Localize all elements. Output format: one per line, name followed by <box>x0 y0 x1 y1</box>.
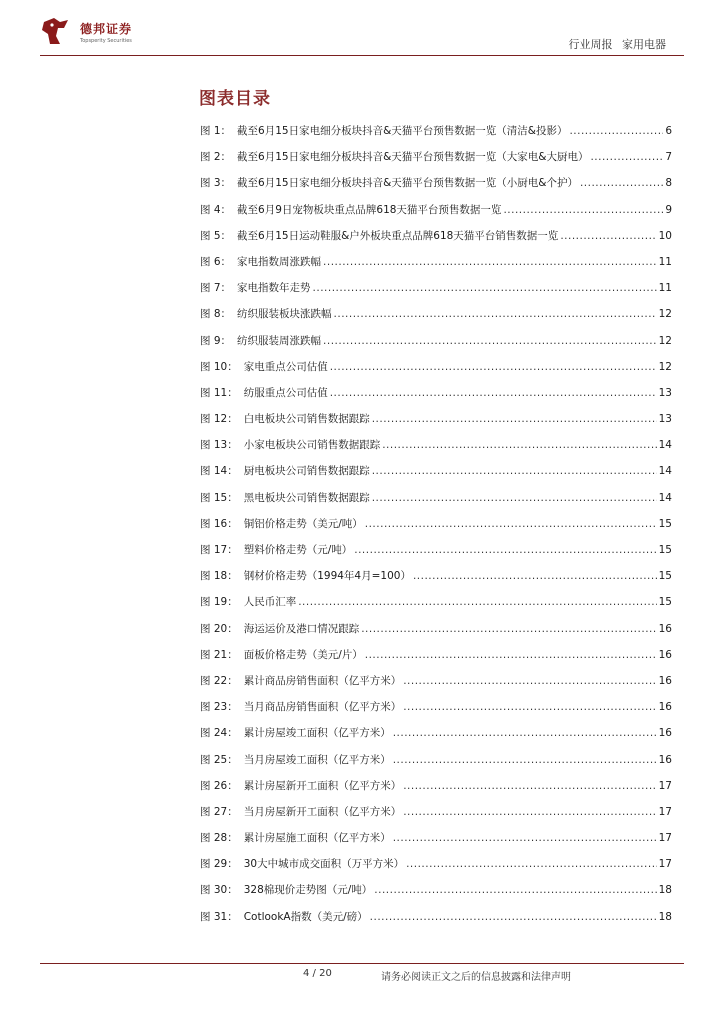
toc-entry-colon: ： <box>227 753 238 766</box>
toc-entry-leader <box>590 150 663 164</box>
toc-entry[interactable] <box>200 543 672 569</box>
toc-entry-title: 当月商品房销售面积（亿平方米） <box>243 701 402 714</box>
toc-entry-title: 累计房屋施工面积（亿平方米） <box>243 832 391 845</box>
toc-entry-leader <box>503 203 663 217</box>
toc-entry-leader <box>372 464 657 478</box>
toc-entry-title: 当月房屋竣工面积（亿平方米） <box>243 753 391 766</box>
toc-entry-title: 面板价格走势（美元/片） <box>243 648 363 661</box>
toc-entry-page: 16 <box>658 674 672 687</box>
toc-entry[interactable] <box>200 857 672 883</box>
toc-entry-leader <box>560 229 656 243</box>
toc-entry[interactable] <box>200 360 672 386</box>
toc-entry[interactable] <box>200 674 672 700</box>
toc-entry-colon: ： <box>227 386 238 399</box>
toc-entry-colon: ： <box>227 570 238 583</box>
toc-entry-leader <box>354 543 656 557</box>
toc-entry-leader <box>374 883 656 897</box>
toc-entry-title: 小家电板块公司销售数据跟踪 <box>243 439 381 452</box>
toc-entry-colon: ： <box>220 334 232 347</box>
toc-entry-leader <box>569 124 663 138</box>
toc-entry-page: 17 <box>658 832 672 845</box>
toc-entry-leader <box>334 307 657 321</box>
toc-entry-page: 9 <box>665 203 672 216</box>
toc-entry-title: 纺织服装板块涨跌幅 <box>237 308 332 321</box>
toc-entry-label: 图 6 <box>200 255 221 268</box>
toc-entry-label: 图 21 <box>200 648 228 661</box>
toc-entry-label: 图 2 <box>200 151 221 164</box>
toc-entry-label: 图 5 <box>200 229 221 242</box>
toc-entry-leader <box>330 360 657 374</box>
toc-entry-title: 当月房屋新开工面积（亿平方米） <box>243 805 402 818</box>
toc-entry-colon: ： <box>220 308 232 321</box>
toc-entry[interactable] <box>200 438 672 464</box>
toc-entry-colon: ： <box>227 832 238 845</box>
toc-title: 图表目录 <box>199 89 271 109</box>
toc-entry-title: 人民币汇率 <box>243 596 297 609</box>
toc-entry-page: 16 <box>658 622 672 635</box>
toc-entry-title: 家电重点公司估值 <box>243 360 328 373</box>
toc-entry-leader <box>372 412 657 426</box>
toc-entry-leader <box>365 648 657 662</box>
toc-entry-title: 家电指数年走势 <box>237 282 311 295</box>
toc-entry-title: 铜铝价格走势（美元/吨） <box>243 517 363 530</box>
toc-entry[interactable] <box>200 203 672 229</box>
toc-entry-page: 12 <box>658 334 672 347</box>
toc-entry-label: 图 27 <box>200 805 228 818</box>
toc-entry-title: 白电板块公司销售数据跟踪 <box>243 413 370 426</box>
toc-entry-page: 11 <box>658 255 672 268</box>
toc-entry[interactable] <box>200 229 672 255</box>
company-name-en: Topsperity Securities <box>80 38 132 44</box>
toc-entry-page: 15 <box>658 517 672 530</box>
toc-entry-title: 328棉现价走势图（元/吨） <box>243 884 373 897</box>
toc-entry-colon: ： <box>227 465 238 478</box>
page-number: 4 / 20 <box>303 968 332 979</box>
toc-entry-leader <box>403 700 656 714</box>
toc-entry-page: 15 <box>658 570 672 583</box>
toc-entry-label: 图 15 <box>200 491 228 504</box>
toc-entry-colon: ： <box>227 701 238 714</box>
toc-entry-label: 图 23 <box>200 701 228 714</box>
toc-entry-title: 厨电板块公司销售数据跟踪 <box>243 465 370 478</box>
toc-entry-leader <box>361 622 656 636</box>
toc-entry-colon: ： <box>227 491 238 504</box>
toc-entry-leader <box>313 281 657 295</box>
toc-entry-colon: ： <box>227 910 238 923</box>
toc-entry-colon: ： <box>227 517 238 530</box>
toc-entry[interactable] <box>200 124 672 150</box>
toc-entry-page: 16 <box>658 727 672 740</box>
toc-entry-page: 17 <box>658 779 672 792</box>
toc-entry-label: 图 4 <box>200 203 221 216</box>
report-sector: 家用电器 <box>622 38 666 51</box>
toc-entry[interactable] <box>200 281 672 307</box>
toc-entry-title: 截至6月15日运动鞋服&户外板块重点品牌618天猫平台销售数据一览 <box>237 229 559 242</box>
toc-entry-label: 图 10 <box>200 360 228 373</box>
toc-entry-title: 塑料价格走势（元/吨） <box>243 544 353 556</box>
toc-entry-title: 截至6月15日家电细分板块抖音&天猫平台预售数据一览（大家电&大厨电） <box>237 151 589 164</box>
toc-entry-title: 30大中城市成交面积（万平方米） <box>243 858 405 871</box>
toc-entry-page: 16 <box>658 753 672 766</box>
toc-entry[interactable] <box>200 386 672 412</box>
toc-entry-title: 截至6月15日家电细分板块抖音&天猫平台预售数据一览（清洁&投影） <box>237 125 568 137</box>
toc-entry-colon: ： <box>220 255 232 268</box>
toc-entry-title: 累计商品房销售面积（亿平方米） <box>243 674 402 687</box>
toc-entry-page: 8 <box>665 177 672 190</box>
toc-entry-colon: ： <box>227 674 238 687</box>
header-divider <box>40 55 684 56</box>
report-type: 行业周报 <box>568 38 613 51</box>
toc-entry-label: 图 20 <box>200 622 228 635</box>
toc-entry-page: 18 <box>658 910 672 923</box>
toc-entry-colon: ： <box>227 622 238 635</box>
toc-entry-page: 16 <box>658 701 672 714</box>
toc-entry[interactable] <box>200 412 672 438</box>
toc-entry-title: 钢材价格走势（1994年4月=100） <box>243 570 411 583</box>
toc-entry-label: 图 9 <box>200 334 221 347</box>
toc-entry-label: 图 11 <box>200 386 228 399</box>
toc-entry-label: 图 26 <box>200 779 228 792</box>
toc-entry-colon: ： <box>227 544 238 556</box>
toc-entry-title: 累计房屋新开工面积（亿平方米） <box>243 779 402 792</box>
toc-entry-title: 海运运价及港口情况跟踪 <box>243 622 360 635</box>
toc-entry-leader <box>403 805 656 819</box>
toc-entry-leader <box>406 857 657 871</box>
toc-entry-colon: ： <box>220 125 232 137</box>
toc-entry-label: 图 31 <box>200 910 228 923</box>
toc-entry-label: 图 19 <box>200 596 228 609</box>
toc-entry-colon: ： <box>227 413 238 426</box>
toc-entry-colon: ： <box>227 596 238 609</box>
toc-entry-label: 图 12 <box>200 413 228 426</box>
toc-entry-page: 15 <box>658 544 672 556</box>
toc-entry-label: 图 16 <box>200 517 228 530</box>
toc-entry-leader <box>365 517 657 531</box>
toc-entry-page: 10 <box>658 229 672 242</box>
toc-entry[interactable] <box>200 255 672 281</box>
toc-entry[interactable] <box>200 464 672 490</box>
toc-entry[interactable] <box>200 779 672 805</box>
toc-entry[interactable] <box>200 831 672 857</box>
toc-entry-page: 14 <box>658 491 672 504</box>
company-logo-icon <box>40 16 72 46</box>
toc-entry-label: 图 17 <box>200 544 228 556</box>
toc-entry-label: 图 25 <box>200 753 228 766</box>
toc-entry-label: 图 29 <box>200 858 228 871</box>
toc-entry-page: 18 <box>658 884 672 897</box>
toc-entry-label: 图 13 <box>200 439 228 452</box>
toc-entry-colon: ： <box>227 779 238 792</box>
toc-entry[interactable] <box>200 307 672 333</box>
toc-entry[interactable] <box>200 883 672 909</box>
toc-entry-page: 12 <box>658 308 672 321</box>
toc-entry-label: 图 3 <box>200 177 221 190</box>
toc-entry-label: 图 18 <box>200 570 228 583</box>
toc-entry[interactable] <box>200 334 672 360</box>
legal-notice: 请务必阅读正文之后的信息披露和法律声明 <box>381 972 571 983</box>
toc-entry-page: 11 <box>658 282 672 295</box>
toc-entry-page: 16 <box>658 648 672 661</box>
toc-entry-leader <box>382 438 656 452</box>
toc-entry-label: 图 8 <box>200 308 221 321</box>
toc-entry-page: 12 <box>658 360 672 373</box>
toc-entry[interactable] <box>200 700 672 726</box>
toc-entry-colon: ： <box>227 439 238 452</box>
toc-entry[interactable] <box>200 726 672 752</box>
toc-entry-page: 13 <box>658 413 672 426</box>
toc-entry-label: 图 7 <box>200 282 221 295</box>
toc-entry-colon: ： <box>220 151 232 164</box>
toc-entry-label: 图 28 <box>200 832 228 845</box>
toc-entry-page: 15 <box>658 596 672 609</box>
toc-entry-leader <box>393 726 657 740</box>
toc-entry[interactable] <box>200 910 672 936</box>
toc-entry-label: 图 22 <box>200 674 228 687</box>
toc-entry-colon: ： <box>227 648 238 661</box>
toc-entry[interactable] <box>200 176 672 202</box>
toc-entry-page: 13 <box>658 386 672 399</box>
report-category <box>563 36 667 52</box>
toc-entry-label: 图 24 <box>200 727 228 740</box>
toc-entry-leader <box>413 569 657 583</box>
toc-entry-page: 17 <box>658 858 672 871</box>
toc-entry[interactable] <box>200 595 672 621</box>
footer-divider <box>40 963 684 964</box>
toc-entry-title: 纺服重点公司估值 <box>243 386 328 399</box>
toc-entry-title: 截至6月9日宠物板块重点品牌618天猫平台预售数据一览 <box>237 203 502 216</box>
toc-entry[interactable] <box>200 517 672 543</box>
toc-entry-page: 7 <box>665 151 672 164</box>
toc-entry-leader <box>323 334 657 348</box>
toc-entry-label: 图 1 <box>200 125 221 137</box>
toc-entry-title: 黑电板块公司销售数据跟踪 <box>243 491 370 504</box>
toc-entry[interactable] <box>200 622 672 648</box>
toc-entry-colon: ： <box>220 229 232 242</box>
toc-entry-title: 累计房屋竣工面积（亿平方米） <box>243 727 391 740</box>
toc-entry-page: 17 <box>658 805 672 818</box>
toc-entry-page: 14 <box>658 439 672 452</box>
toc-entry-title: 家电指数周涨跌幅 <box>237 255 322 268</box>
toc-entry-leader <box>372 491 657 505</box>
toc-entry-title: CotlookA指数（美元/磅） <box>243 910 368 923</box>
toc-entry-colon: ： <box>227 858 238 871</box>
toc-entry-colon: ： <box>227 727 238 740</box>
company-logo <box>40 16 200 50</box>
toc-entry-leader <box>323 255 657 269</box>
toc-entry-leader <box>403 674 656 688</box>
toc-entry-leader <box>393 831 657 845</box>
toc-entry[interactable] <box>200 753 672 779</box>
toc-entry-title: 截至6月15日家电细分板块抖音&天猫平台预售数据一览（小厨电&个护） <box>237 177 578 190</box>
toc-entry-page: 6 <box>665 125 672 137</box>
toc-entry[interactable] <box>200 648 672 674</box>
company-name-cn: 德邦证券 <box>80 22 133 36</box>
toc-entry-leader <box>298 595 656 609</box>
toc-entry-page: 14 <box>658 465 672 478</box>
toc-entry[interactable] <box>200 150 672 176</box>
toc-entry-colon: ： <box>220 203 232 216</box>
toc-entry-colon: ： <box>220 177 232 190</box>
toc-entry-colon: ： <box>227 884 238 897</box>
toc-entry-leader <box>580 176 663 190</box>
toc-entry-leader <box>403 779 656 793</box>
toc-entry-title: 纺织服装周涨跌幅 <box>237 334 322 347</box>
toc-entry-label: 图 14 <box>200 465 228 478</box>
toc-entry-leader <box>393 753 657 767</box>
toc-entry-colon: ： <box>220 282 232 295</box>
toc-entry-leader <box>370 910 657 924</box>
toc-entry-leader <box>330 386 657 400</box>
toc-entry[interactable] <box>200 805 672 831</box>
toc-entry-colon: ： <box>227 360 238 373</box>
toc-entry-label: 图 30 <box>200 884 228 897</box>
toc-entry[interactable] <box>200 491 672 517</box>
toc-entry-colon: ： <box>227 805 238 818</box>
toc-entry[interactable] <box>200 569 672 595</box>
figure-list <box>200 124 672 936</box>
